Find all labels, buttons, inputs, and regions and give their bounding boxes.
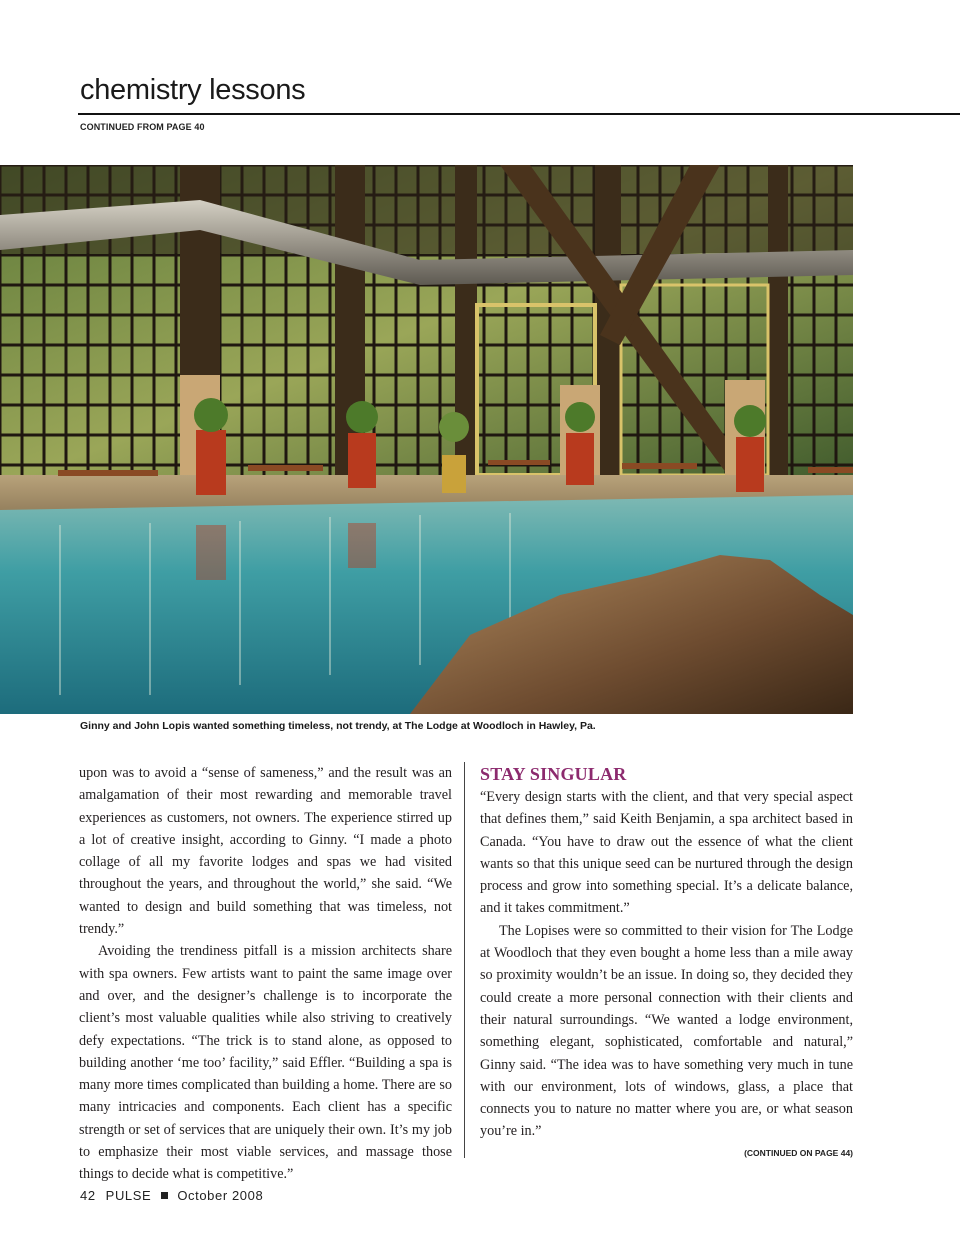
column-divider bbox=[464, 762, 465, 1158]
header-rule bbox=[78, 113, 960, 115]
body-paragraph: The Lopises were so committed to their vision for The Lodge at Woodloch that they even bought a home less than a mile away so proximity wouldn’t be an issue. In doing so, they decided they could create a more personal connection with their clients and their natural surroundings. “We wanted a lodge environment, something elegant, sophisticated, comfortable and natural,” Ginny said. “The idea was to have something very much in tune with our environment, lots of windows, glass, a place that connects you to nature no matter where you are, or what season you’re in.” bbox=[480, 922, 853, 1140]
continued-on-label: (CONTINUED ON PAGE 44) bbox=[744, 1148, 853, 1158]
body-paragraph: “Every design starts with the client, and that very special aspect that defines them,” said Keith Benjamin, a spa architect based in Canada. “You have to draw out the essence of what the client wants so that this unique seed can be nurtured through the design process and grow into something special. It’s a delicate balance, and it takes commitment.” bbox=[480, 789, 853, 917]
section-title: chemistry lessons bbox=[80, 74, 306, 106]
right-column bbox=[480, 762, 853, 1143]
subhead: STAY SINGULAR bbox=[480, 764, 627, 784]
continued-from-label: CONTINUED FROM PAGE 40 bbox=[80, 122, 205, 132]
indoor-pool-photo bbox=[0, 165, 853, 714]
body-paragraph: Avoiding the trendiness pitfall is a mission architects share with spa owners. Few artists want to paint the same image over and over, and the designer’s challenge is to incorporate the client’s most valuable qualities while also striving to creatively defy expectations. “The trick is to stand alone, as opposed to building another ‘me too’ facility,” said Effler. “Building a spa is many more times complicated than building a home. There are so many intricacies and components. Each client has a specific strength or set of services that are uniquely their own. It’s my job to emphasize their most viable services, and massage those things to decide what is competitive.” bbox=[79, 943, 452, 1183]
page-number: 42 bbox=[80, 1188, 96, 1203]
body-paragraph: upon was to avoid a “sense of sameness,” and the result was an amalgamation of their most rewarding and memorable travel experiences as customers, not owners. The experience stirred up a lot of creative insight, according to Ginny. “I made a photo collage of all my favorite lodges and spas we had visited throughout the years, and throughout the world,” she said. “We wanted to design and build something that was timeless, not trendy.” bbox=[79, 765, 452, 938]
issue-date: October 2008 bbox=[177, 1188, 264, 1203]
photo-caption: Ginny and John Lopis wanted something timeless, not trendy, at The Lodge at Woodloch in Hawley, Pa. bbox=[80, 720, 596, 732]
magazine-name: PULSE bbox=[105, 1188, 152, 1203]
page-footer bbox=[80, 1188, 263, 1203]
square-bullet-icon bbox=[161, 1192, 168, 1199]
left-column bbox=[79, 762, 452, 1186]
